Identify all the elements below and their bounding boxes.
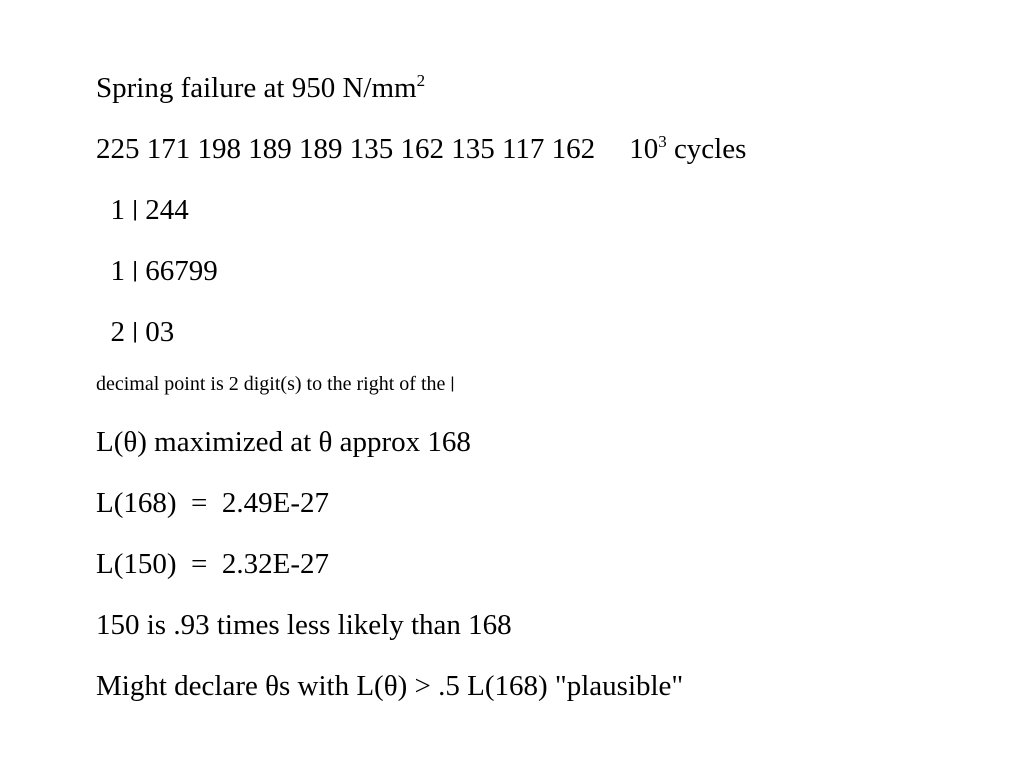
likelihood-150-line: L(150) = 2.32E-27	[96, 548, 330, 580]
stem-value: 1	[110, 255, 125, 287]
unit-exponent: 3	[658, 132, 667, 151]
stem-row-1	[96, 193, 189, 229]
stem-separator: |	[132, 257, 138, 282]
leaf-values: 66799	[145, 255, 218, 287]
leaf-values: 244	[145, 194, 189, 226]
stem-separator: |	[132, 318, 138, 343]
leaf-values: 03	[145, 316, 175, 348]
note-text: decimal point is 2 digit(s) to the right of the	[96, 373, 446, 395]
comparison-line: 150 is .93 times less likely than 168	[96, 609, 512, 641]
data-line	[96, 132, 746, 166]
stem-row-3	[96, 315, 174, 351]
stem-row-2	[96, 254, 218, 290]
decimal-note	[96, 372, 455, 398]
max-line: L(θ) maximized at θ approx 168	[96, 426, 471, 458]
plausible-line: Might declare θs with L(θ) > .5 L(168) "plausible"	[96, 670, 684, 702]
stem-separator: |	[132, 196, 138, 221]
likelihood-168-line: L(168) = 2.49E-27	[96, 487, 330, 519]
stem-value: 2	[110, 316, 125, 348]
unit-label: cycles	[673, 133, 747, 165]
unit-base: 10	[629, 133, 659, 165]
title-text: Spring failure at 950 N/mm	[96, 72, 417, 104]
title-superscript: 2	[416, 71, 426, 90]
title-line	[96, 71, 425, 105]
data-values: 225 171 198 189 189 135 162 135 117 162	[96, 133, 596, 165]
stem-value: 1	[110, 194, 125, 226]
note-separator: |	[450, 375, 455, 392]
